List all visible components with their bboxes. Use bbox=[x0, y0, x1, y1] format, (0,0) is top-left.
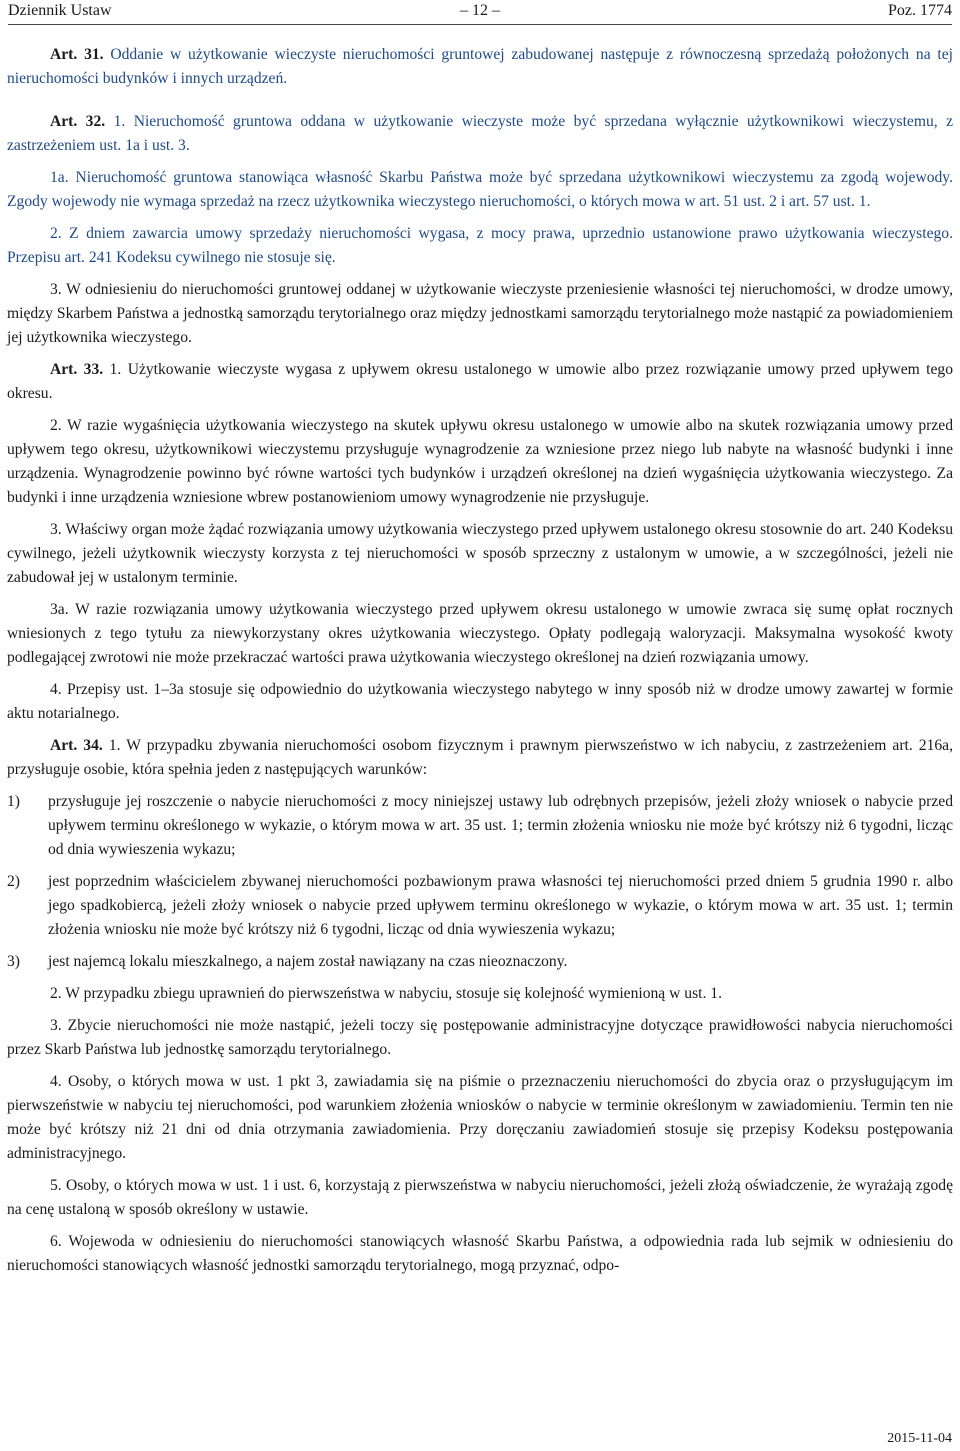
paragraph-text: 1. Użytkowanie wieczyste wygasa z upływem okresu ustalonego w umowie albo przez rozwiązanie umowy przed upływem tego okresu. bbox=[7, 361, 954, 402]
paragraph-text: 2. W przypadku zbiegu uprawnień do pierwszeństwa w nabyciu, stosuje się kolejność wymienioną w ust. 1. bbox=[50, 985, 722, 1002]
paragraph-text: 4. Osoby, o których mowa w ust. 1 pkt 3, zawiadamia się na piśmie o przeznaczeniu nieruchomości do zbycia oraz o przysługującym im pierwszeństwie w nabyciu tej nieruchomości, pod warunkiem złożenia wniosków o nabycie w terminie określonym w zawiadomieniu. Termin ten nie może być krótszy niż 21 dni od dnia otrzymania zawiadomienia. Przy doręczaniu zawiadomień stosuje się przepisy Kodeksu postępowania administracyjnego. bbox=[7, 1073, 953, 1162]
paragraph bbox=[7, 518, 953, 590]
page-number: – 12 – bbox=[460, 2, 500, 19]
paragraph-text: 1a. Nieruchomość gruntowa stanowiąca własność Skarbu Państwa może być sprzedana użytkownikowi wieczystemu za zgodą wojewody. Zgody wojewody nie wymaga sprzedaż na rzecz użytkownika wieczystego nieruchomości, o których mowa w art. 51 ust. 2 i art. 57 ust. 1. bbox=[7, 169, 953, 210]
paragraph-text: jest poprzednim właścicielem zbywanej nieruchomości pozbawionym prawa własności tej nieruchomości przed dniem 5 grudnia 1990 r. albo jego spadkobiercą, jeżeli złoży wniosek o nabycie przed upływem terminu określonego w wykazie, o którym mowa w art. 35 ust. 1; termin złożenia wniosku nie może być krótszy niż 6 tygodni, licząc od dnia wywieszenia wykazu; bbox=[48, 873, 953, 938]
paragraph bbox=[7, 166, 953, 214]
paragraph bbox=[7, 1070, 953, 1166]
paragraph bbox=[7, 358, 953, 406]
paragraph-text: 3. W odniesieniu do nieruchomości gruntowej oddanej w użytkowanie wieczyste przeniesienie własności tej nieruchomości, w drodze umowy, między Skarbem Państwa a jednostką samorządu terytorialnego oraz między jednostkami samorządu terytorialnego może nastąpić za powiadomieniem jej użytkownika wieczystego. bbox=[7, 281, 953, 346]
paragraph bbox=[7, 1174, 953, 1222]
footer-date: 2015-11-04 bbox=[887, 1431, 952, 1446]
paragraph-text: 2. W razie wygaśnięcia użytkowania wieczystego na skutek upływu okresu ustalonego w umowie albo na skutek rozwiązania umowy przed upływem tego okresu, użytkownikowi wieczystemu przysługuje wynagrodzenie za wzniesione przez niego lub nabyte na własność budynki i inne urządzenia. Wynagrodzenie powinno być równe wartości tych budynków i urządzeń określonej na dzień wygaśnięcia użytkowania wieczystego. Za budynki i inne urządzenia wzniesione wbrew postanowieniom umowy wynagrodzenie nie przysługuje. bbox=[7, 417, 953, 506]
article-number: Art. 34. bbox=[50, 737, 103, 754]
paragraph-text: jest najemcą lokalu mieszkalnego, a najem został nawiązany na czas nieoznaczony. bbox=[48, 953, 568, 970]
page-header bbox=[8, 0, 952, 25]
paragraph-text: 3. Zbycie nieruchomości nie może nastąpić, jeżeli toczy się postępowanie administracyjne dotyczące prawidłowości nabycia nieruchomości przez Skarb Państwa lub jednostkę samorządu terytorialnego. bbox=[7, 1017, 953, 1058]
paragraph bbox=[7, 1230, 953, 1278]
paragraph-text: 6. Wojewoda w odniesieniu do nieruchomości stanowiących własność Skarbu Państwa, a odpowiednia rada lub sejmik w odniesieniu do nieruchomości stanowiących własność jednostki samorządu terytorialnego, mogą przyznać, odpo- bbox=[7, 1233, 953, 1274]
paragraph bbox=[7, 278, 953, 350]
document-body bbox=[7, 43, 953, 1286]
paragraph-text: 1. Nieruchomość gruntowa oddana w użytkowanie wieczyste może być sprzedana wyłącznie użytkownikowi wieczystemu, z zastrzeżeniem ust. 1a i ust. 3. bbox=[7, 113, 953, 154]
paragraph bbox=[7, 982, 953, 1006]
paragraph-text: 1. W przypadku zbywania nieruchomości osobom fizycznym i prawnym pierwszeństwo w ich nabyciu, z zastrzeżeniem art. 216a, przysługuje osobie, która spełnia jeden z następujących warunków: bbox=[7, 737, 954, 778]
list-item-number: 2) bbox=[7, 873, 20, 890]
paragraph bbox=[7, 222, 953, 270]
paragraph-text: 2. Z dniem zawarcia umowy sprzedaży nieruchomości wygasa, z mocy prawa, uprzednio ustanowione prawo użytkowania wieczystego. Przepisu art. 241 Kodeksu cywilnego nie stosuje się. bbox=[7, 225, 953, 266]
paragraph-text: Oddanie w użytkowanie wieczyste nieruchomości gruntowej zabudowanej następuje z równoczesną sprzedażą położonych na tej nieruchomości budynków i innych urządzeń. bbox=[7, 46, 953, 87]
position-number: Poz. 1774 bbox=[888, 2, 952, 19]
paragraph-text: przysługuje jej roszczenie o nabycie nieruchomości z mocy niniejszej ustawy lub odrębnych przepisów, jeżeli złoży wniosek o nabycie przed upływem terminu określonego w wykazie, o którym mowa w art. 35 ust. 1; termin złożenia wniosku nie może być krótszy niż 6 tygodni, licząc od dnia wywieszenia wykazu; bbox=[48, 793, 953, 858]
paragraph-text: 4. Przepisy ust. 1–3a stosuje się odpowiednio do użytkowania wieczystego nabytego w inny sposób niż w drodze umowy zawartej w formie aktu notarialnego. bbox=[7, 681, 953, 722]
article-number: Art. 33. bbox=[50, 361, 104, 378]
paragraph bbox=[7, 678, 953, 726]
list-item bbox=[7, 790, 953, 862]
list-item bbox=[7, 870, 953, 942]
article-number: Art. 32. bbox=[50, 113, 106, 130]
paragraph-text: 3a. W razie rozwiązania umowy użytkowania wieczystego przed upływem okresu ustalonego w umowie zwraca się sumę opłat rocznych wniesionych z tego tytułu za niewykorzystany okres użytkowania wieczystego. Opłaty podlegają waloryzacji. Maksymalna wysokość kwoty podlegającej zwrotowi nie może przekraczać wartości prawa użytkowania wieczystego określonej na dzień rozwiązania umowy. bbox=[7, 601, 953, 666]
paragraph bbox=[7, 598, 953, 670]
paragraph bbox=[7, 43, 953, 91]
paragraph-text: 5. Osoby, o których mowa w ust. 1 i ust. 6, korzystają z pierwszeństwa w nabyciu nieruchomości, jeżeli złożą oświadczenie, że wyrażają zgodę na cenę ustaloną w sposób określony w ustawie. bbox=[7, 1177, 953, 1218]
paragraph bbox=[7, 110, 953, 158]
article-number: Art. 31. bbox=[50, 46, 104, 63]
paragraph bbox=[7, 1014, 953, 1062]
paragraph bbox=[7, 734, 953, 782]
journal-title: Dziennik Ustaw bbox=[8, 2, 112, 19]
list-item bbox=[7, 950, 953, 974]
paragraph bbox=[7, 414, 953, 510]
list-item-number: 1) bbox=[7, 793, 20, 810]
list-item-number: 3) bbox=[7, 953, 20, 970]
paragraph-text: 3. Właściwy organ może żądać rozwiązania umowy użytkowania wieczystego przed upływem ustalonego okresu stosownie do art. 240 Kodeksu cywilnego, jeżeli użytkownik wieczysty korzysta z tej nieruchomości w sposób sprzeczny z ustalonym w umowie, a w szczególności, jeżeli nie zabudował jej w ustalonym terminie. bbox=[7, 521, 953, 586]
